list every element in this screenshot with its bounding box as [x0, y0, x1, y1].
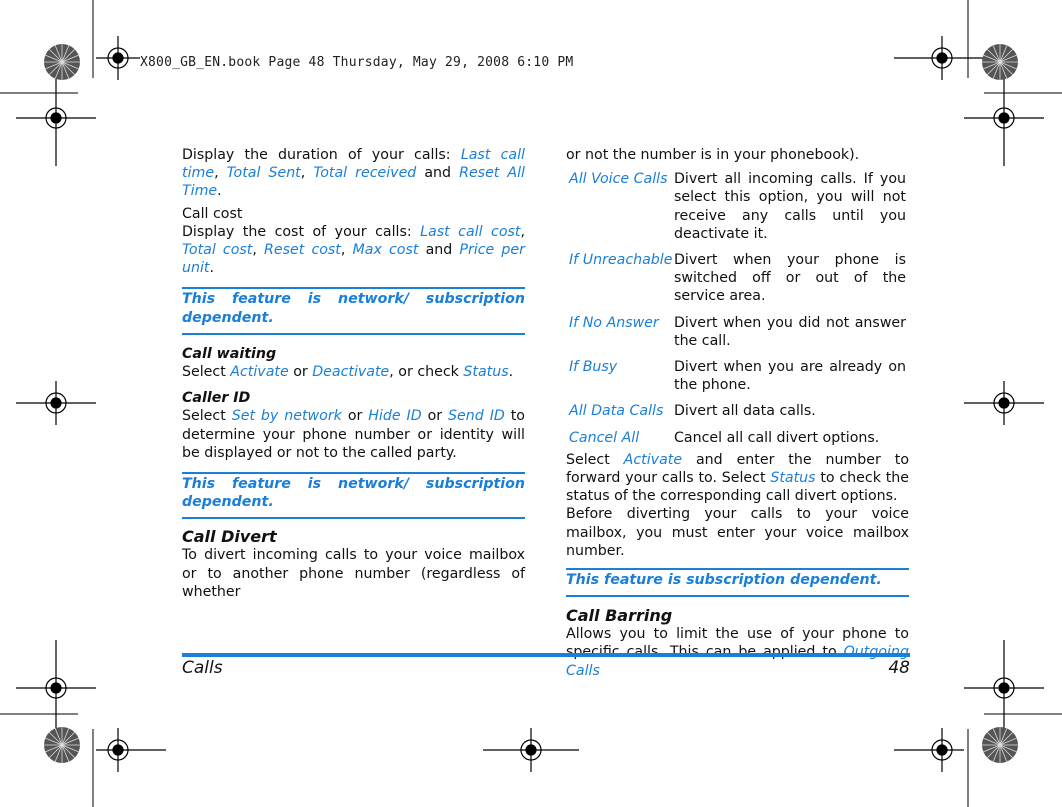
divert-option-name: If Unreachable	[569, 252, 673, 269]
duration-paragraph: Display the duration of your calls: Last call time, Total Sent, Total received and Reset All Time.	[182, 147, 525, 200]
total-sent-option: Total Sent	[226, 165, 301, 182]
activate-paragraph: Select Activate and enter the number to forward your calls to. Select Status to check the status of the corresponding call divert options.	[566, 451, 910, 505]
outgoing-calls-option: Calls	[566, 662, 600, 679]
send-id-option: Send ID	[448, 408, 505, 425]
last-call-time-option: Last call time	[182, 147, 525, 182]
mailbox-paragraph: Before diverting your calls to your voice mailbox, you must enter your voice mailbox number.	[566, 506, 909, 559]
price-per-unit-option: Price per unit	[182, 242, 525, 277]
hide-id-option: Hide ID	[368, 408, 422, 425]
footer-rule	[182, 653, 910, 657]
status-option: Status	[770, 470, 816, 487]
divert-option-name: If Busy	[569, 359, 618, 376]
divert-option-desc: Divert when you did not answer the call.	[674, 314, 906, 349]
deactivate-option: Deactivate	[312, 364, 390, 381]
divert-option-name: All Voice Calls	[569, 171, 668, 188]
activate-option: Activate	[230, 364, 289, 381]
status-option: Status	[463, 364, 509, 381]
divert-row	[566, 314, 909, 350]
call-divert-paragraph: To divert incoming calls to your voice mailbox or to another phone number (regardless of whether	[182, 547, 525, 600]
divert-option-desc: Divert all incoming calls. If you select this option, you will not receive any calls until you deactivate it.	[674, 171, 906, 242]
last-call-cost-option: Last call cost	[420, 223, 521, 240]
subscription-note: This feature is subscription dependent.	[566, 568, 909, 597]
total-received-option: Total received	[313, 165, 417, 182]
divert-continuation: or not the number is in your phonebook).	[566, 147, 860, 163]
divert-option-desc: Divert when you are already on the phone.	[674, 359, 906, 394]
divert-row	[566, 170, 909, 243]
divert-option-name: All Data Calls	[569, 403, 664, 420]
divert-option-name: Cancel All	[569, 429, 640, 446]
total-cost-option: Total cost	[182, 242, 253, 259]
divert-row	[566, 402, 909, 420]
divert-option-name: If No Answer	[569, 314, 659, 331]
activate-option: Activate	[623, 451, 683, 468]
network-note-2: This feature is network/ subscription dependent.	[182, 472, 525, 519]
reset-cost-option: Reset cost	[264, 242, 341, 259]
print-header: X800_GB_EN.book Page 48 Thursday, May 29, 2008 6:10 PM	[140, 55, 574, 70]
cost-paragraph: Display the cost of your calls: Last call cost, Total cost, Reset cost, Max cost and Price per unit.	[182, 223, 525, 277]
max-cost-option: Max cost	[352, 242, 419, 259]
divert-row	[566, 358, 909, 394]
set-by-network-option: Set by network	[231, 408, 342, 425]
divert-option-desc: Divert all data calls.	[674, 403, 816, 420]
page-number: 48	[888, 658, 910, 678]
call-barring-heading: Call Barring	[566, 606, 673, 626]
divert-options-table	[566, 170, 909, 447]
call-waiting-heading: Call waiting	[182, 345, 277, 362]
right-column	[566, 146, 909, 680]
divert-row	[566, 251, 909, 306]
reset-all-time-option: Reset All Time	[182, 165, 525, 200]
call-divert-heading: Call Divert	[182, 527, 277, 547]
caller-id-heading: Caller ID	[182, 390, 251, 407]
call-barring-paragraph: Allows you to limit the use of your phone to Calls	[566, 626, 909, 679]
call-waiting-paragraph: Select Activate or Deactivate, or check Status.	[182, 364, 514, 381]
divert-option-desc: Cancel all call divert options.	[674, 429, 880, 446]
divert-option-desc: Divert when your phone is switched off or out of the service area.	[674, 252, 906, 305]
caller-id-paragraph: Select Set by network or Hide ID or Send ID to determine your phone number or identity will be displayed or not to the called party.	[182, 408, 525, 461]
footer-section-title: Calls	[182, 658, 223, 678]
call-cost-heading: Call cost	[182, 205, 243, 222]
network-note-1: This feature is network/ subscription dependent.	[182, 287, 525, 334]
left-column	[182, 146, 525, 601]
divert-row	[566, 429, 909, 447]
